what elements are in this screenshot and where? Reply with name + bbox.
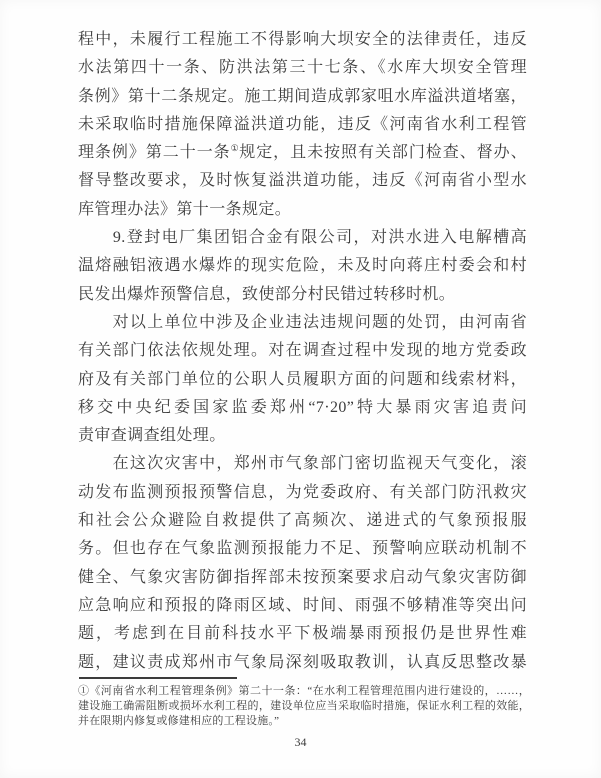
- text-line: 移交中央纪委国家监委郑州“7·20”特大暴雨灾害追责问: [78, 398, 527, 416]
- text-segment: 规定，且未按照有关部门检查、督办、: [239, 144, 527, 162]
- page-number: 34: [294, 735, 307, 749]
- text-line: 温熔融铝液遇水爆炸的现实危险，未及时向蒋庄村委会和村: [78, 257, 527, 275]
- footnote-line: 建设施工确需阻断或损坏水利工程的，建设单位应当采取临时措施，保证水利工程的效能，: [78, 700, 530, 712]
- text-line: 水法第四十一条、防洪法第三十七条、《水库大坝安全管理: [78, 59, 527, 77]
- footnote-line: ①《河南省水利工程管理条例》第二十一条：“在水利工程管理范围内进行建设的，……，: [78, 685, 530, 697]
- text-line: 和社会公众避险自救提供了高频次、递进式的气象预报服: [78, 512, 527, 530]
- text-segment: 理条例》第二十一条: [78, 144, 231, 162]
- text-line: 动发布监测预报预警信息，为党委政府、有关部门防汛救灾: [78, 483, 527, 501]
- text-line: 有关部门依法依规处理。对在调查过程中发现的地方党委政: [78, 342, 527, 360]
- text-line: 未采取临时措施保障溢洪道功能，违反《河南省水利工程管: [78, 115, 527, 133]
- text-line: 题，考虑到在目前科技水平下极端暴雨预报仍是世界性难: [78, 625, 527, 643]
- text-line: 在这次灾害中，郑州市气象部门密切监视天气变化，滚: [78, 455, 527, 473]
- text-line: 库管理办法》第十一条规定。: [78, 200, 292, 218]
- body-text: [78, 26, 527, 677]
- text-line: 题，建议责成郑州市气象局深刻吸取教训，认真反思整改暴: [78, 653, 527, 671]
- text-line: 对以上单位中涉及企业违法违规问题的处罚，由河南省: [78, 313, 527, 331]
- text-line: 督导整改要求，及时恢复溢洪道功能，违反《河南省小型水: [78, 172, 527, 190]
- footnote-line: 并在限期内修复或修建相应的工程设施。”: [78, 715, 280, 727]
- text-line: 健全、气象灾害防御指挥部未按预案要求启动气象灾害防御: [78, 568, 527, 586]
- footnote-separator: [79, 677, 237, 679]
- text-line: 务。但也存在气象监测预报能力不足、预警响应联动机制不: [78, 540, 527, 558]
- text-line: 程中，未履行工程施工不得影响大坝安全的法律责任，违反: [78, 31, 527, 48]
- text-line: 9.登封电厂集团铝合金有限公司，对洪水进入电解槽高: [78, 229, 527, 247]
- text-line: [78, 139, 527, 167]
- footnote: [78, 684, 530, 729]
- text-line: 条例》第十二条规定。施工期间造成郭家咀水库溢洪道堵塞，: [78, 87, 527, 105]
- text-line: 责审查调查组处理。: [78, 427, 226, 445]
- footnote-ref-marker: ①: [230, 143, 240, 154]
- text-line: 府及有关部门单位的公职人员履职方面的问题和线索材料，: [78, 370, 527, 388]
- text-line: 民发出爆炸预警信息，致使部分村民错过转移时机。: [78, 285, 456, 303]
- text-line: 应急响应和预报的降雨区域、时间、雨强不够精准等突出问: [78, 596, 527, 614]
